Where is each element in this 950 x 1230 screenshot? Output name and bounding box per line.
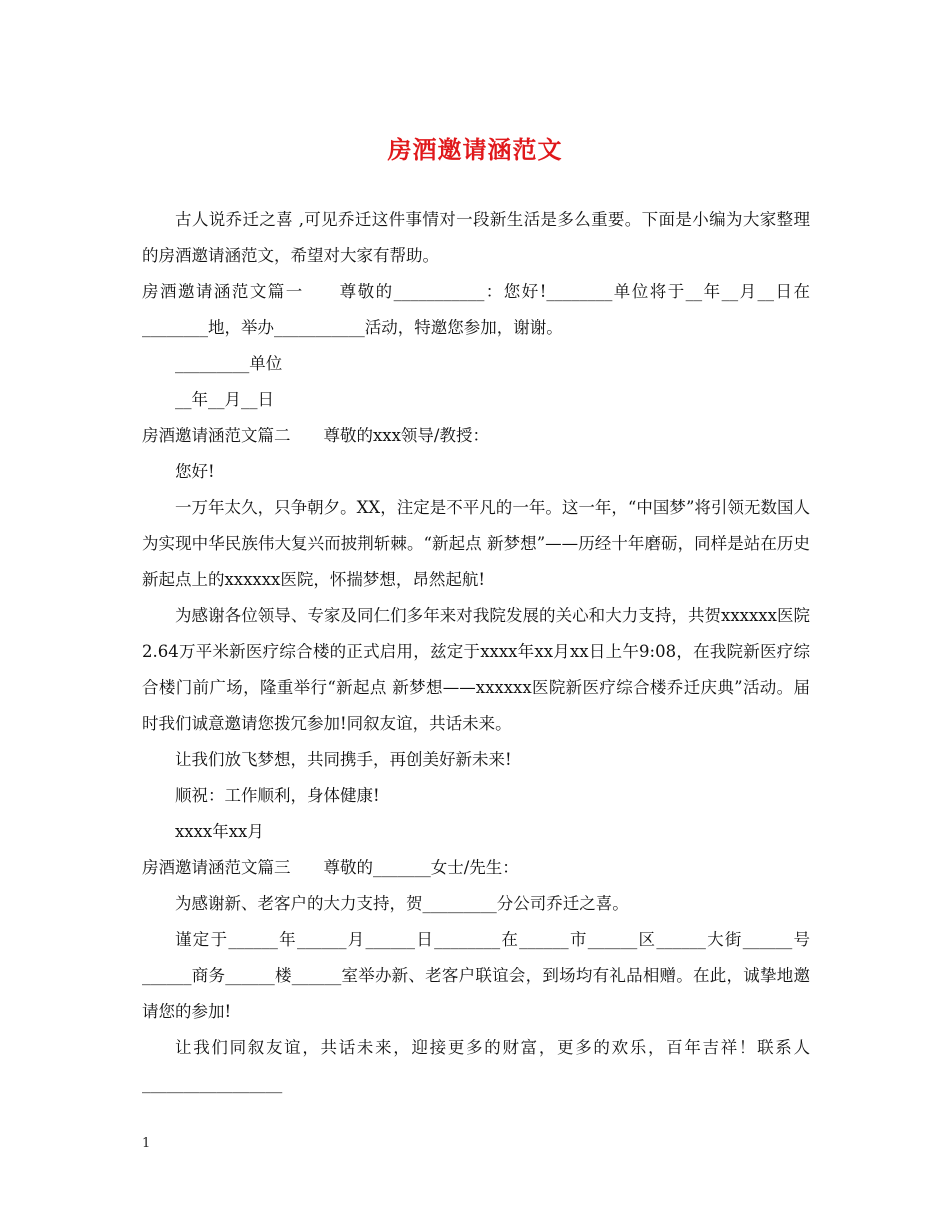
contact-paragraph: 让我们同叙友谊，共话未来，迎接更多的财富，更多的欢乐，百年吉祥！联系人 _________________ (142, 1038, 810, 1093)
body-paragraph: 一万年太久，只争朝夕。XX，注定是不平凡的一年。这一年，“中国梦”将引领无数国人为实现中华民族伟大复兴而披荆斩棘。“新起点 新梦想”——历经十年磨砺，同样是站在历史新起点上的xxxxxx医院，怀揣梦想，昂然起航! (142, 498, 810, 589)
date-line: xxxx年xx月 (175, 822, 264, 841)
body-paragraph: 为感谢各位领导、专家及同仁们多年来对我院发展的关心和大力支持，共贺xxxxxx医院2.64万平米新医疗综合楼的正式启用，兹定于xxxx年xx月xx日上午9:08，在我院新医疗综合楼门前广场，隆重举行“新起点 新梦想——xxxxxx医院新医疗综合楼乔迁庆典”活动。届时我们诚意邀请您拨冗参加!同叙友谊，共话未来。 (142, 606, 810, 733)
intro-paragraph: 古人说乔迁之喜 ,可见乔迁这件事情对一段新生活是多么重要。下面是小编为大家整理的房酒邀请涵范文，希望对大家有帮助。 (142, 210, 810, 265)
body-paragraph: 让我们放飞梦想，共同携手，再创美好新未来! (175, 750, 512, 769)
section-three-heading: 房酒邀请涵范文篇三 尊敬的_______女士/先生： (142, 858, 519, 877)
body-paragraph: 为感谢新、老客户的大力支持，贺_________分公司乔迁之喜。 (175, 894, 629, 913)
closing-wishes-line: 顺祝：工作顺利，身体健康! (175, 786, 380, 805)
document-title: 房酒邀请涵范文 (387, 135, 563, 164)
page-number: 1 (142, 1136, 151, 1151)
section-one-paragraph: 房酒邀请涵范文篇一 尊敬的___________：您好!________单位将于__年__月__日在________地，举办___________活动，特邀您参加，谢谢。 (142, 282, 810, 337)
signature-unit-line: _________单位 (175, 354, 283, 373)
section-two-heading: 房酒邀请涵范文篇二 尊敬的xxx领导/教授： (142, 426, 489, 445)
greeting-line: 您好! (175, 462, 215, 481)
body-paragraph: 谨定于______年______月______日________在______市______区______大街______号______商务______楼______室举办新、老客户联谊会，到场均有礼品相赠。在此，诚挚地邀请您的参加! (142, 930, 811, 1021)
document-body (142, 202, 810, 1102)
signature-date-line: __年__月__日 (175, 390, 274, 409)
